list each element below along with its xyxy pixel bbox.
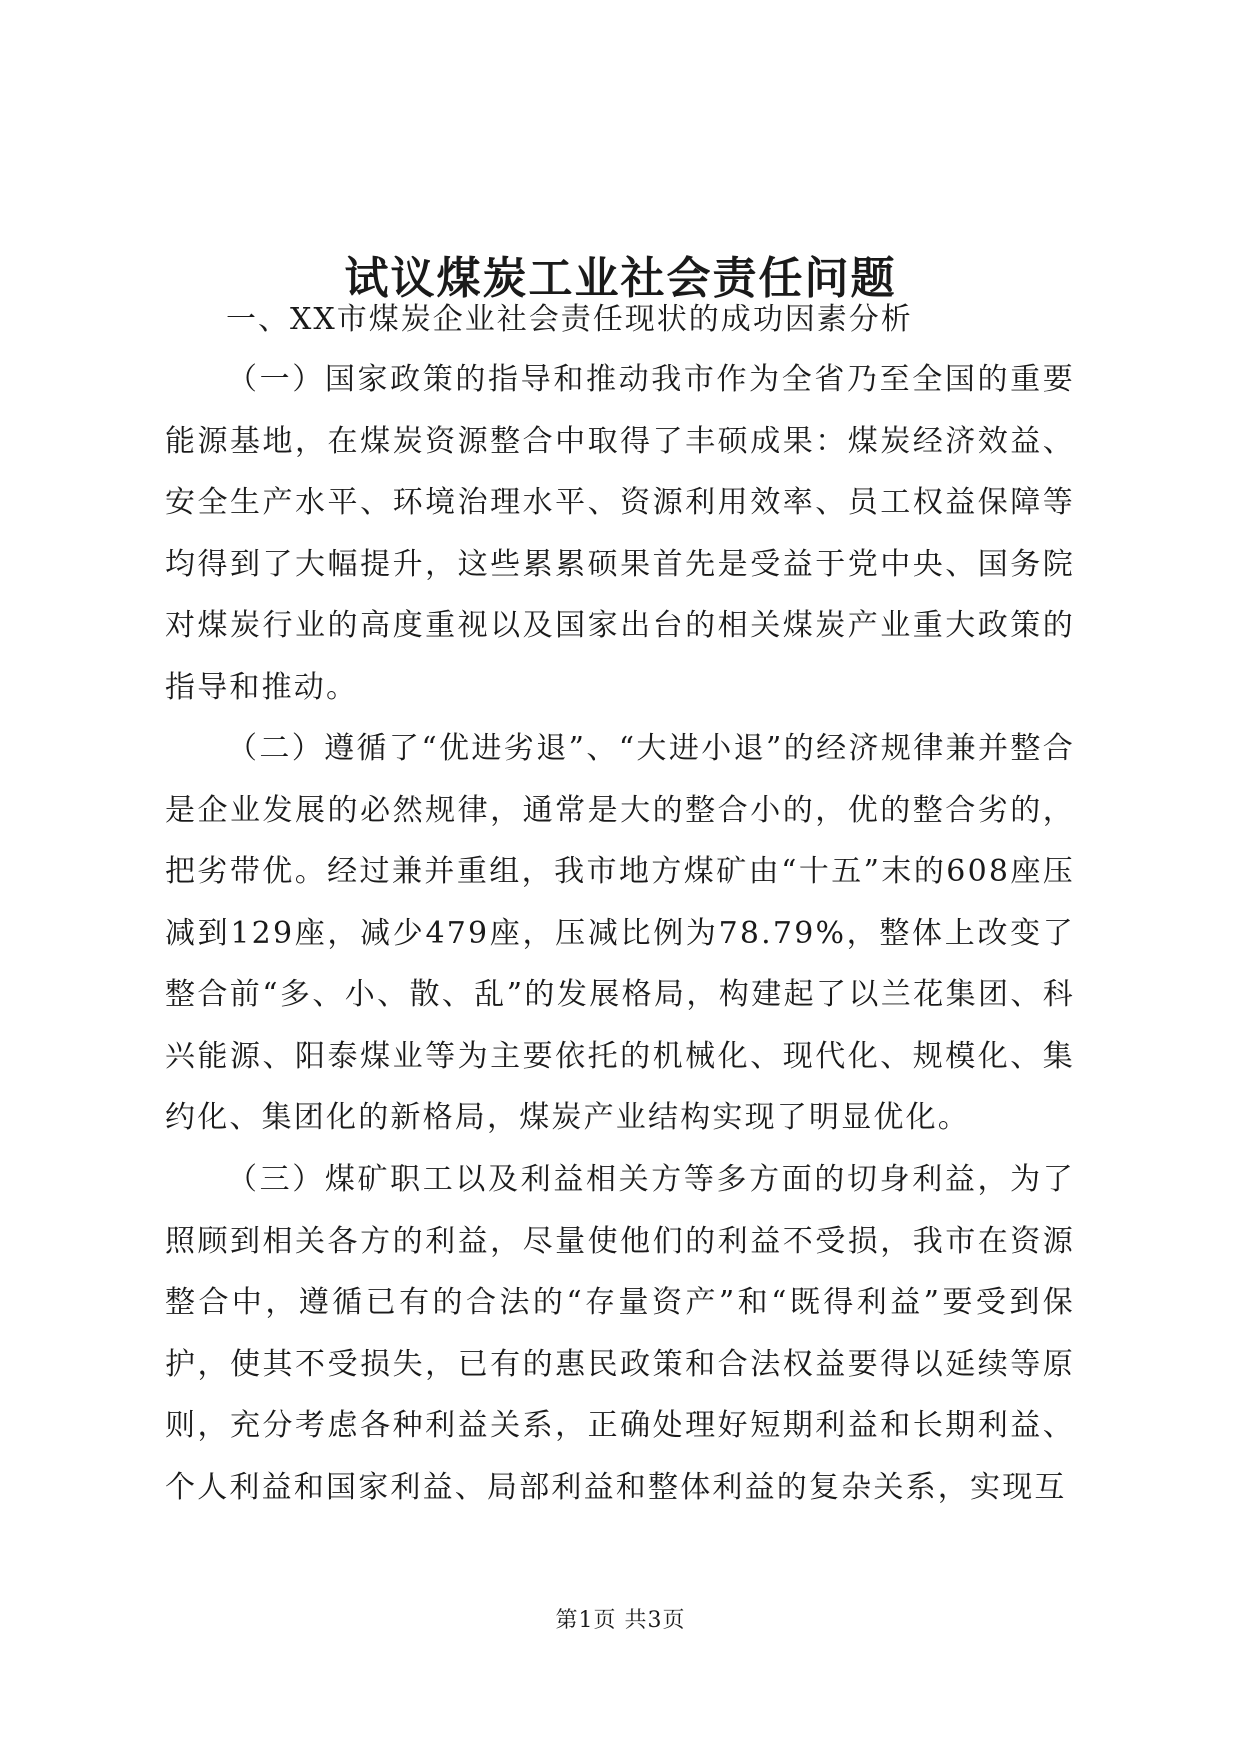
- section-heading: 一、XX市煤炭企业社会责任现状的成功因素分析: [226, 302, 913, 337]
- paragraph-1: （一）国家政策的指导和推动我市作为全省乃至全国的重要能源基地，在煤炭资源整合中取得了丰硕成果：煤炭经济效益、安全生产水平、环境治理水平、资源利用效率、员工权益保障等均得到了大幅提升，这些累累硕果首先是受益于党中央、国务院对煤炭行业的高度重视以及国家出台的相关煤炭产业重大政策的指导和推动。: [165, 362, 1075, 705]
- page-footer: 第1页 共3页: [555, 1608, 686, 1633]
- paragraph-3: （三）煤矿职工以及利益相关方等多方面的切身利益，为了照顾到相关各方的利益，尽量使他们的利益不受损，我市在资源整合中，遵循已有的合法的“存量资产”和“既得利益”要受到保护，使其不受损失，已有的惠民政策和合法权益要得以延续等原则，充分考虑各种利益关系，正确处理好短期利益和长期利益、个人利益和国家利益、局部利益和整体利益的复杂关系，实现互: [165, 1162, 1075, 1505]
- document-title: 试议煤炭工业社会责任问题: [344, 253, 897, 305]
- paragraph-2: （二）遵循了“优进劣退”、“大进小退”的经济规律兼并整合是企业发展的必然规律，通常是大的整合小的，优的整合劣的，把劣带优。经过兼并重组，我市地方煤矿由“十五”末的608座压减到129座，减少479座，压减比例为78.79%，整体上改变了整合前“多、小、散、乱”的发展格局，构建起了以兰花集团、科兴能源、阳泰煤业等为主要依托的机械化、现代化、规模化、集约化、集团化的新格局，煤炭产业结构实现了明显优化。: [165, 731, 1075, 1135]
